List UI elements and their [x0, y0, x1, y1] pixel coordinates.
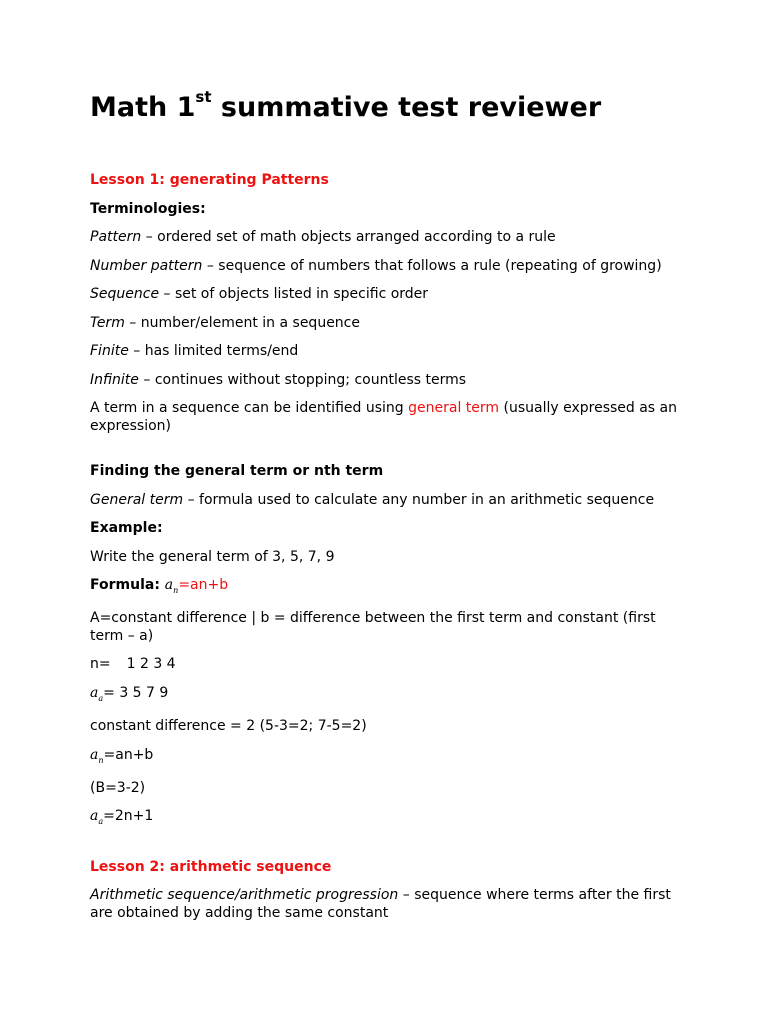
title-superscript: st — [195, 88, 212, 106]
title-main: Math 1 — [90, 92, 196, 123]
formula-line — [90, 577, 680, 599]
a-values: = 3 5 7 9 — [103, 684, 169, 701]
terminology-term: Infinite — [90, 371, 139, 388]
n-row — [90, 656, 680, 674]
arithmetic-sequence-definition — [90, 887, 680, 922]
constant-difference: constant difference = 2 (5-3=2; 7-5=2) — [90, 718, 367, 735]
definition-text: – sequence where terms after the first are obtained by adding the same constant — [90, 887, 671, 921]
general-term-sentence — [90, 400, 680, 435]
terminology-definition: – number/element in a sequence — [124, 314, 360, 331]
step-expression: =an+b — [103, 746, 154, 763]
lesson-1-heading: Lesson 1: generating Patterns — [90, 172, 329, 188]
terminology-definition: – has limited terms/end — [128, 343, 299, 359]
terminology-term: Sequence — [90, 286, 160, 302]
terminology-term: Finite — [90, 343, 129, 359]
terminology-item — [90, 229, 680, 247]
a-variable: $a_a$ — [90, 808, 104, 827]
n-values: 1 2 3 4 — [126, 656, 176, 673]
step-1 — [90, 747, 680, 769]
terminology-item — [90, 258, 680, 276]
formula-expression: =an+b — [178, 577, 229, 593]
page-title — [90, 88, 680, 128]
finding-general-term-heading: Finding the general term or nth term — [90, 463, 384, 479]
terminology-term: Pattern — [90, 229, 142, 245]
a-row — [90, 685, 680, 707]
terminology-definition: – set of objects listed in specific order — [159, 286, 429, 302]
terminologies-label: Terminologies: — [90, 200, 206, 217]
general-term-highlight: general term — [408, 400, 500, 416]
title-rest: summative test reviewer — [211, 92, 602, 123]
lesson-2-heading: Lesson 2: arithmetic sequence — [90, 858, 332, 875]
terminology-item — [90, 315, 680, 333]
terminology-item — [90, 286, 680, 304]
constants-explanation: A=constant difference | b = difference between the first term and constant (first term – a) — [90, 610, 656, 644]
example-label: Example: — [90, 520, 163, 536]
step-3 — [90, 808, 680, 830]
example-text: Write the general term of 3, 5, 7, 9 — [90, 548, 335, 565]
terminology-item — [90, 372, 680, 390]
definition-term: General term — [90, 491, 184, 508]
a-variable: $a_a$ — [90, 684, 104, 703]
terminology-term: Term — [90, 314, 125, 331]
step-expression: =2n+1 — [103, 808, 154, 825]
definition-term: Arithmetic sequence/arithmetic progression — [90, 887, 399, 904]
terminology-definition: – sequence of numbers that follows a rule (repeating of growing) — [202, 257, 662, 274]
terminology-definition: – continues without stopping; countless terms — [138, 371, 467, 388]
definition-text: – formula used to calculate any number in an arithmetic sequence — [183, 491, 655, 508]
general-term-definition — [90, 492, 680, 510]
a-variable: $a_n$ — [90, 746, 104, 765]
terminology-definition: – ordered set of math objects arranged according to a rule — [141, 229, 556, 245]
n-label: n= — [90, 656, 111, 673]
sentence-text: (usually expressed as an expression) — [90, 400, 678, 434]
formula-label: Formula: — [90, 577, 165, 593]
sentence-text: A term in a sequence can be identified using — [90, 400, 409, 416]
terminology-list — [90, 229, 680, 389]
step-2: (B=3-2) — [90, 779, 146, 796]
terminology-item — [90, 343, 680, 361]
terminology-term: Number pattern — [90, 257, 203, 274]
formula-variable: $a_n$ — [164, 577, 179, 595]
document-content — [90, 88, 680, 933]
